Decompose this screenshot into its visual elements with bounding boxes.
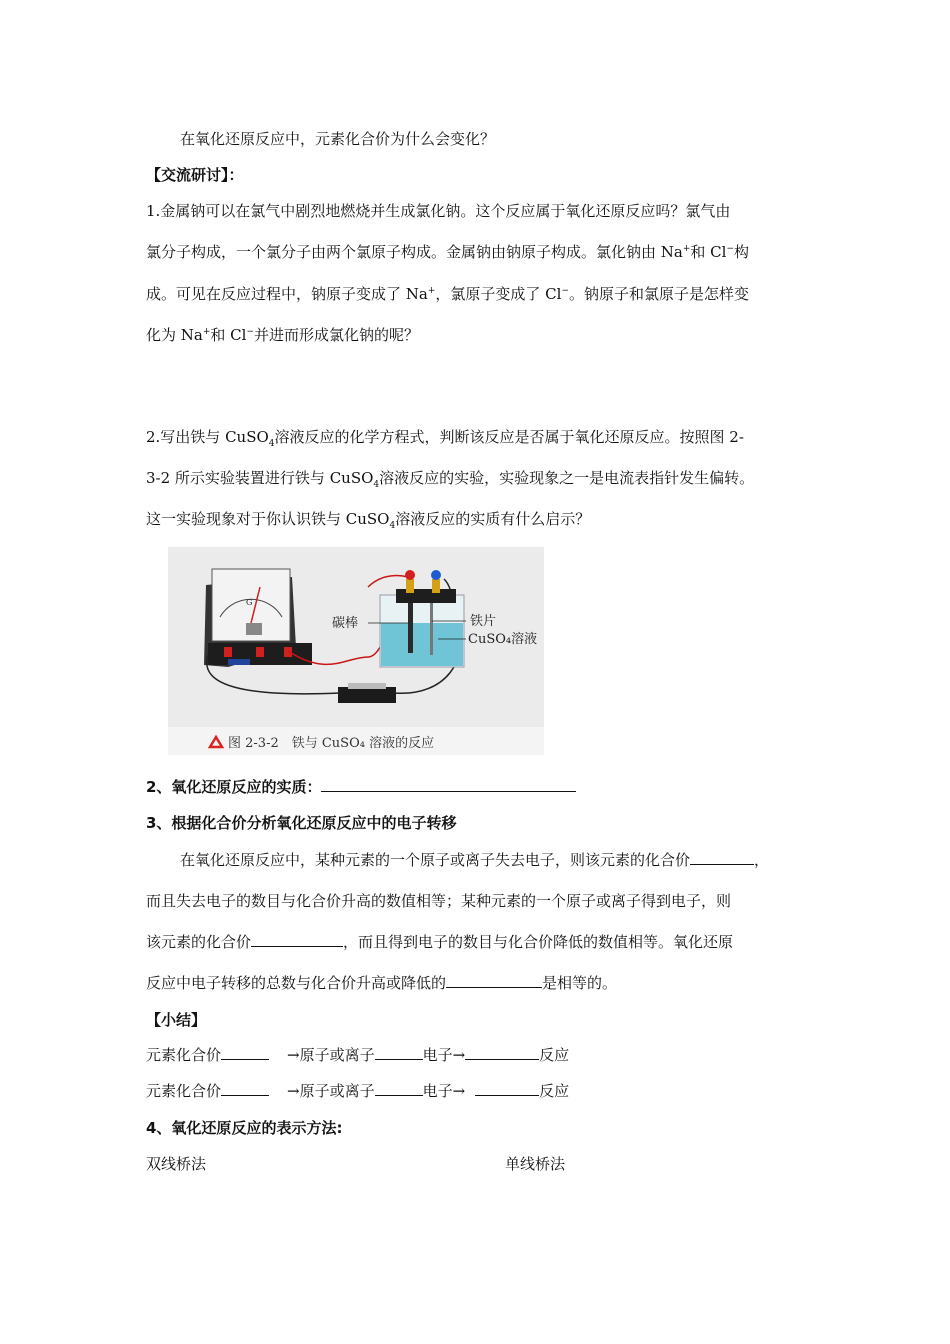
q1-line-1: 1.金属钠可以在氯气中剧烈地燃烧并生成氯化钠。这个反应属于氧化还原反应吗？氯气由	[146, 202, 731, 220]
summary-1-blank-2[interactable]	[375, 1045, 423, 1060]
p3-line-3	[146, 931, 733, 952]
blank-valence-rise[interactable]	[690, 850, 754, 865]
q1-l3-plus: +	[427, 286, 436, 296]
p3-l3b: ，而且得到电子的数目与化合价降低的数值相等。氧化还原	[343, 933, 734, 951]
p3-l1: 在氧化还原反应中，某种元素的一个原子或离子失去电子，则该元素的化合价	[180, 851, 691, 869]
q2-line-1	[146, 426, 744, 449]
summary-2-c: 电子→	[422, 1082, 466, 1100]
q1-l4-minus: −	[246, 327, 254, 337]
section-4-heading: 4、氧化还原反应的表示方法:	[146, 1119, 343, 1137]
summary-1-blank-3[interactable]	[465, 1045, 539, 1060]
q1-l3b: ，氯原子变成了 Cl	[435, 285, 562, 303]
p3-l3a: 该元素的化合价	[146, 933, 252, 951]
intro-question: 在氧化还原反应中，元素化合价为什么会变化？	[180, 130, 496, 148]
summary-row-2	[146, 1080, 569, 1101]
q2-l2a: 3-2 所示实验装置进行铁与 CuSO	[146, 469, 374, 487]
q1-l3-minus: −	[561, 286, 569, 296]
p3-l4a: 反应中电子转移的总数与化合价升高或降低的	[146, 974, 447, 992]
q1-l3a: 成。可见在反应过程中，钠原子变成了 Na	[146, 285, 428, 303]
summary-2-a: 元素化合价	[146, 1082, 222, 1100]
q1-line-2	[146, 241, 749, 262]
q2-l1a: 2.写出铁与 CuSO	[146, 428, 269, 446]
q1-l2c: 构	[733, 243, 749, 261]
q1-l4b: 和 Cl	[210, 326, 247, 344]
q1-line-4	[146, 324, 419, 345]
summary-row-1	[146, 1044, 569, 1065]
q2-l2b: 溶液反应的实验，实验现象之一是电流表指针发生偏转。	[379, 469, 755, 487]
exchange-heading: 【交流研讨】：	[146, 166, 244, 184]
experiment-figure	[168, 547, 544, 755]
summary-1-blank-1[interactable]	[221, 1045, 269, 1060]
section-2-text: 2、氧化还原反应的实质：	[146, 778, 322, 796]
p3-line-2: 而且失去电子的数目与化合价升高的数值相等；某种元素的一个原子或离子得到电子，则	[146, 892, 732, 910]
q1-l4-plus: +	[202, 327, 211, 337]
blank-total-value[interactable]	[446, 973, 542, 988]
summary-2-blank-2[interactable]	[375, 1081, 423, 1096]
q2-l3b: 溶液反应的实质有什么启示？	[395, 510, 591, 528]
q1-l2a: 氯分子构成，一个氯分子由两个氯原子构成。金属钠由钠原子构成。氯化钠由 Na	[146, 243, 683, 261]
q1-l3c: 。钠原子和氯原子是怎样变	[568, 285, 749, 303]
summary-1-c: 电子→	[422, 1046, 466, 1064]
method-single-bridge: 单线桥法	[505, 1155, 566, 1173]
p3-line-4	[146, 972, 617, 993]
summary-2-blank-1[interactable]	[221, 1081, 269, 1096]
summary-2-b: →原子或离子	[287, 1082, 375, 1100]
q1-l4a: 化为 Na	[146, 326, 203, 344]
q2-l1-sub: 4	[268, 439, 275, 449]
meter-letter: G	[246, 598, 253, 607]
section-3-heading: 3、根据化合价分析氧化还原反应中的电子转移	[146, 814, 457, 832]
summary-2-d: 反应	[539, 1082, 570, 1100]
label-carbon-rod: 碳棒	[332, 616, 359, 631]
q1-l2-minus: −	[726, 244, 734, 254]
p3-l1-end: ，	[754, 851, 770, 869]
experiment-illustration	[168, 547, 544, 755]
q1-l4c: 并进而形成氯化钠的呢？	[253, 326, 419, 344]
summary-heading: 【小结】	[146, 1011, 207, 1029]
q2-line-3	[146, 508, 590, 531]
section-2-heading	[146, 776, 576, 797]
summary-1-d: 反应	[539, 1046, 570, 1064]
method-double-bridge: 双线桥法	[146, 1155, 207, 1173]
q1-line-3	[146, 283, 749, 304]
p3-line-1	[180, 849, 769, 870]
figure-caption: 图 2-3-2 铁与 CuSO₄ 溶液的反应	[228, 736, 435, 751]
q2-l3-sub: 4	[389, 521, 396, 531]
summary-2-blank-3[interactable]	[475, 1081, 539, 1096]
label-iron-sheet: 铁片	[470, 614, 497, 629]
p3-l4b: 是相等的。	[542, 974, 618, 992]
q2-line-2	[146, 467, 754, 490]
blank-valence-fall[interactable]	[251, 932, 343, 947]
q2-l3a: 这一实验现象对于你认识铁与 CuSO	[146, 510, 390, 528]
essence-blank[interactable]	[321, 777, 576, 792]
summary-1-a: 元素化合价	[146, 1046, 222, 1064]
q1-l2b: 和 Cl	[690, 243, 727, 261]
q2-l1b: 溶液反应的化学方程式，判断该反应是否属于氧化还原反应。按照图 2-	[274, 428, 744, 446]
q1-l2-plus: +	[682, 244, 691, 254]
q2-l2-sub: 4	[373, 480, 380, 490]
label-cuso4-solution: CuSO₄溶液	[468, 632, 538, 647]
summary-1-b: →原子或离子	[287, 1046, 375, 1064]
